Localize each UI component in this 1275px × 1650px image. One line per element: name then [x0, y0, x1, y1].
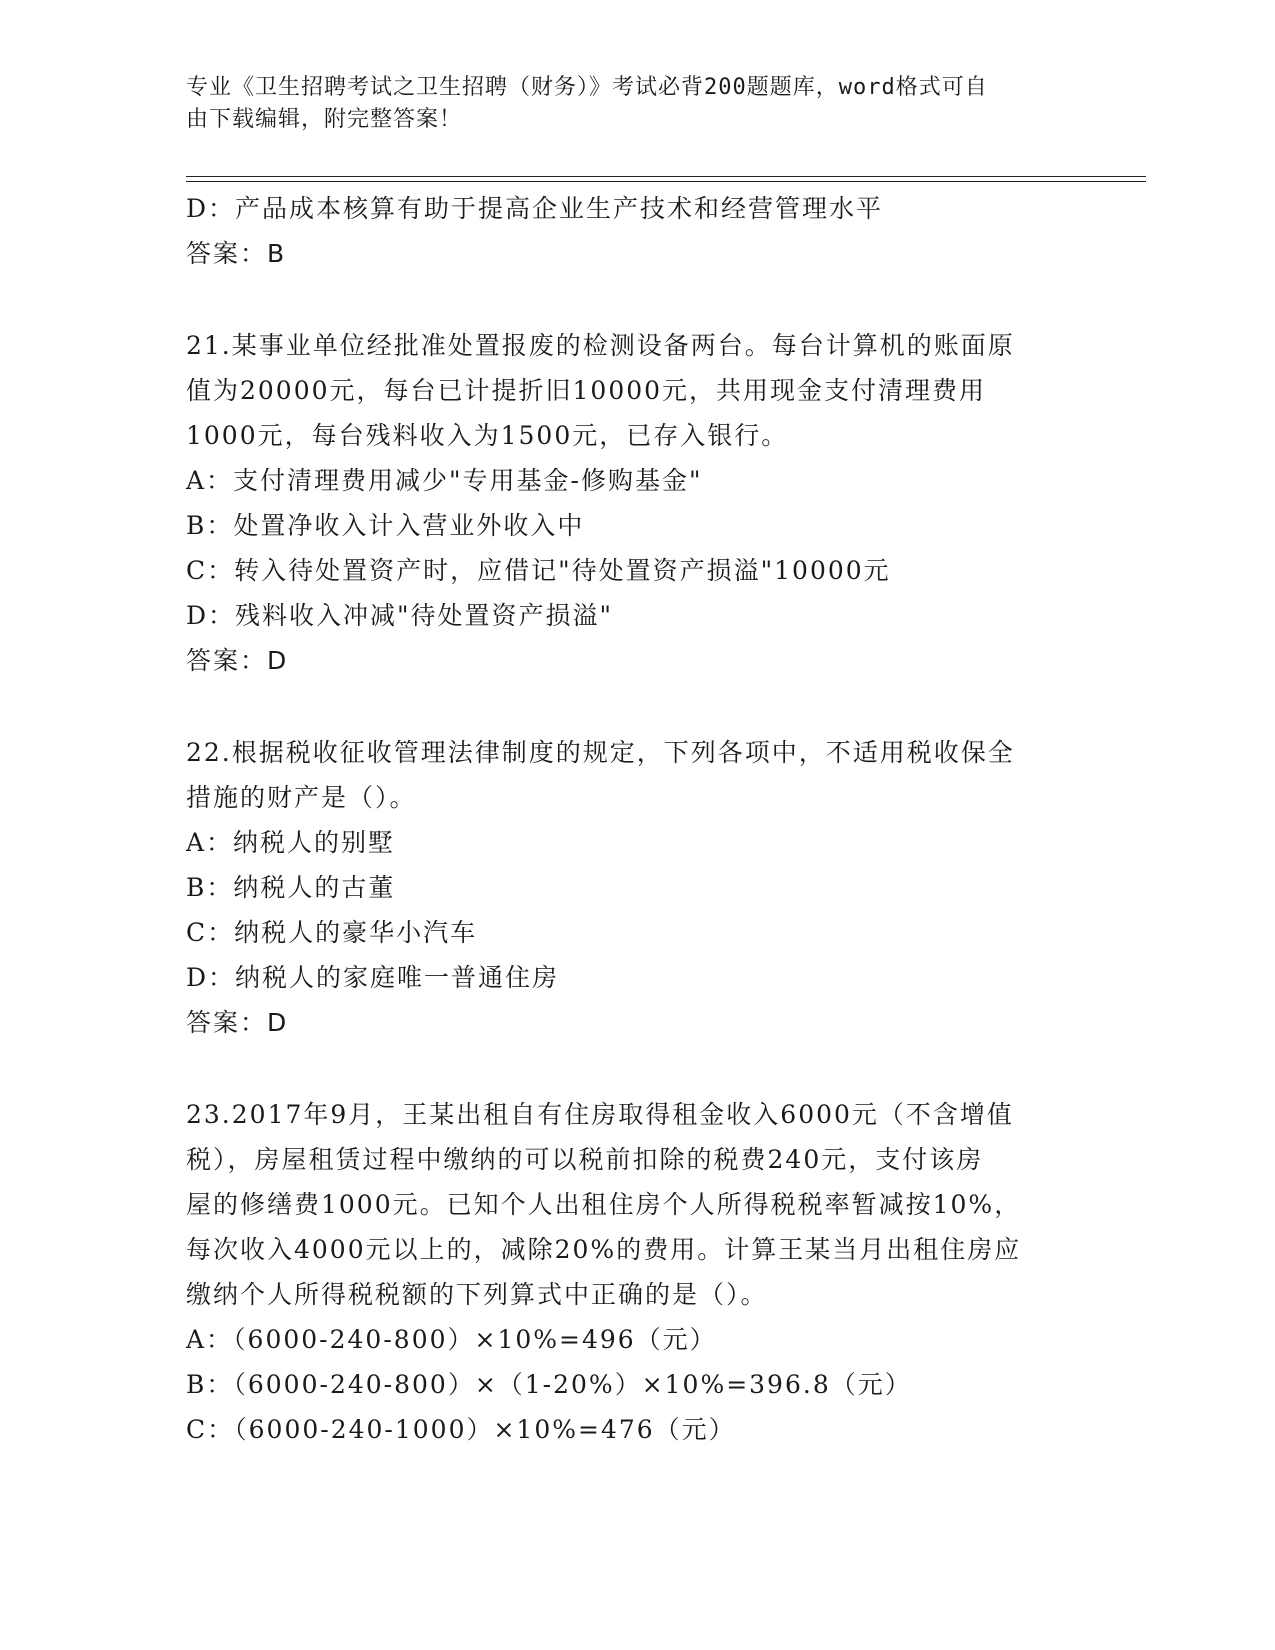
- question-21: [186, 323, 1066, 683]
- option-c: C：（6000-240-1000）×10%=476（元）: [186, 1415, 736, 1444]
- option-a: A：支付清理费用减少"专用基金-修购基金": [186, 466, 703, 495]
- option-d: D：纳税人的家庭唯一普通住房: [186, 963, 560, 992]
- prev-answer: 答案：B: [186, 239, 287, 268]
- option-b: B：（6000-240-800）×（1-20%）×10%=396.8（元）: [186, 1370, 912, 1399]
- question-text-line: 23.2017年9月，王某出租自有住房取得租金收入6000元（不含增值: [186, 1100, 1014, 1129]
- answer: 答案：D: [186, 1008, 289, 1037]
- header-rule-bottom: [186, 181, 1146, 182]
- option-a: A：纳税人的别墅: [186, 828, 396, 857]
- question-text-line: 措施的财产是（）。: [186, 783, 417, 812]
- question-text-line: 税），房屋租赁过程中缴纳的可以税前扣除的税费240元，支付该房: [186, 1145, 984, 1174]
- header-rule-top: [186, 176, 1146, 177]
- option-a: A：（6000-240-800）×10%=496（元）: [186, 1325, 717, 1354]
- question-text-line: 屋的修缮费1000元。已知个人出租住房个人所得税税率暂减按10%，: [186, 1190, 1022, 1219]
- question-text-line: 22.根据税收征收管理法律制度的规定，下列各项中，不适用税收保全: [186, 738, 1015, 767]
- header-line-1: 专业《卫生招聘考试之卫生招聘（财务）》考试必背200题题库，word格式可自: [186, 75, 988, 100]
- spacer: [186, 276, 1066, 323]
- spacer: [186, 683, 1066, 730]
- question-text-line: 缴纳个人所得税税额的下列算式中正确的是（）。: [186, 1280, 768, 1309]
- option-b: B：处置净收入计入营业外收入中: [186, 511, 585, 540]
- question-text-line: 1000元，每台残料收入为1500元，已存入银行。: [186, 421, 789, 450]
- question-text-line: 21.某事业单位经批准处置报废的检测设备两台。每台计算机的账面原: [186, 331, 1015, 360]
- question-23: [186, 1092, 1066, 1452]
- question-text-line: 值为20000元，每台已计提折旧10000元，共用现金支付清理费用: [186, 376, 987, 405]
- option-b: B：纳税人的古董: [186, 873, 396, 902]
- document-body: [186, 186, 1066, 1452]
- option-c: C：纳税人的豪华小汽车: [186, 918, 478, 947]
- option-d: D：残料收入冲减"待处置资产损溢": [186, 601, 614, 630]
- header-line-2: 由下载编辑，附完整答案！: [186, 107, 463, 132]
- prev-option-d: D：产品成本核算有助于提高企业生产技术和经营管理水平: [186, 194, 884, 223]
- question-22: [186, 730, 1066, 1045]
- page-header: [186, 72, 1066, 136]
- question-text-line: 每次收入4000元以上的，减除20%的费用。计算王某当月出租住房应: [186, 1235, 1022, 1264]
- answer: 答案：D: [186, 646, 289, 675]
- spacer: [186, 1045, 1066, 1092]
- option-c: C：转入待处置资产时，应借记"待处置资产损溢"10000元: [186, 556, 891, 585]
